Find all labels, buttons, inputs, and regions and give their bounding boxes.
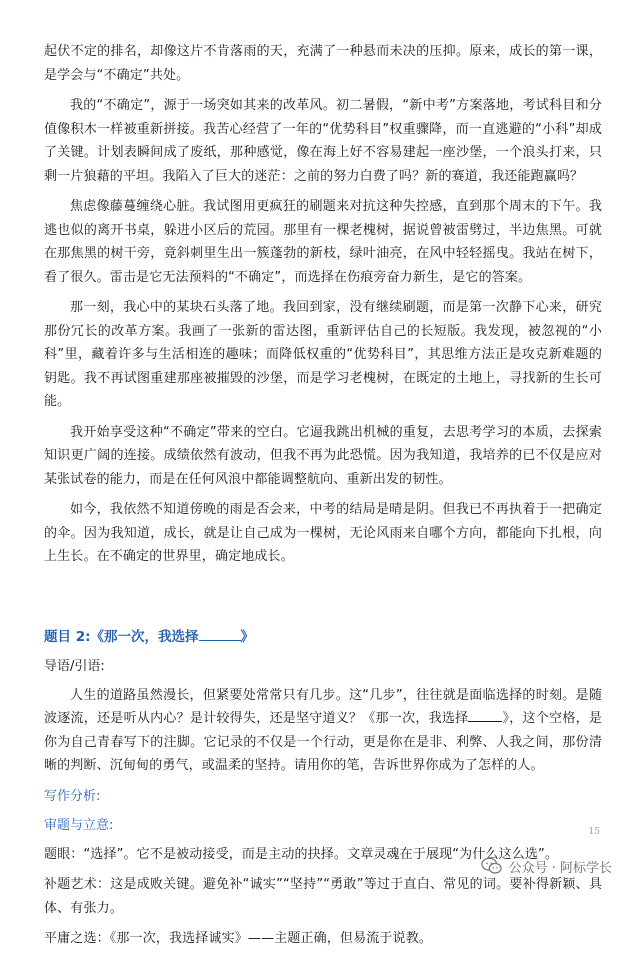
intro-paragraph bbox=[44, 684, 602, 778]
paragraph-1: 起伏不定的排名，却像这片不肯落雨的天，充满了一种悬而未决的压抑。原来，成长的第一课，是学会与“不确定”共处。 bbox=[44, 44, 602, 83]
intro-before: 人生的道路虽然漫长，但紧要处常常只有几步。这“几步”，往往就是面临选择的时刻。是随波逐流，还是听从内心？是计较得失，还是坚守道义？《那一次，我选择 bbox=[44, 687, 602, 726]
wechat-icon bbox=[481, 856, 503, 876]
shenti-label: 审题与立意: bbox=[44, 817, 114, 833]
paragraph-5: 我开始享受这种“不确定”带来的空白。它逼我跳出机械的重复，去思考学习的本质，去探索知识更广阔的连接。成绩依然有波动，但我不再为此恐慌。因为我知道，我培养的已不仅是应对某张试卷的能力，而是在任何风浪中都能调整航向、重新出发的韧性。 bbox=[44, 424, 602, 487]
paragraph-3: 焦虑像藤蔓缠绕心脏。我试图用更疯狂的刷题来对抗这种失控感，直到那个周末的下午。我逃也似的离开书桌，躲进小区后的荒园。那里有一棵老槐树，据说曾被雷劈过，半边焦黑。可就在那焦黑的树干旁，竟斜刺里生出一簇蓬勃的新枝，绿叶油亮，在风中轻轻摇曳。我站在树下，看了很久。雷击是它无法预料的“不确定”，而选择在伤痕旁奋力新生，是它的答案。 bbox=[44, 199, 602, 285]
paragraph-4: 那一刻，我心中的某块石头落了地。我回到家，没有继续刷题，而是第一次静下心来，研究那份冗长的改革方案。我画了一张新的雷达图，重新评估自己的长短版。我发现，被忽视的“小科”里，藏着许多与生活相连的趣味；而降低权重的“优势科目”，其思维方法正是攻克新难题的钥匙。我不再试图重建那座被摧毁的沙堡，而是学习老槐树，在既定的土地上，寻找新的生长可能。 bbox=[44, 300, 602, 409]
intro-label: 导语/引语: bbox=[44, 658, 105, 674]
analysis-label: 写作分析: bbox=[44, 788, 101, 804]
section-title bbox=[44, 625, 602, 649]
title-blank bbox=[199, 626, 241, 641]
paragraph-2: 我的“不确定”，源于一场突如其来的改革风。初二暑假，“新中考”方案落地，考试科目和分值像积木一样被重新拼接。我苦心经营了一年的“优势科目”权重骤降，而一直逃避的“小科”却成了关键。计划表瞬间成了废纸，那种感觉，像在海上好不容易建起一座沙堡，一个浪头打来，只剩一片狼藉的平坦。我陷入了巨大的迷茫：之前的努力白费了吗？新的赛道，我还能跑赢吗？ bbox=[44, 98, 602, 184]
document-page bbox=[44, 40, 602, 958]
section-title-prefix: 题目 2:《那一次，我选择 bbox=[44, 628, 199, 645]
section-title-suffix: 》 bbox=[240, 628, 254, 645]
watermark bbox=[481, 856, 612, 876]
watermark-text: 公众号 · 阿标学长 bbox=[508, 860, 612, 876]
buti-paragraph: 补题艺术：这是成败关键。避免补“诚实”“坚持”“勇敢”等过于直白、常见的词。要补得新颖、具体、有张力。 bbox=[44, 877, 602, 916]
intro-after: 》，这个空格，是你为自己青春写下的注脚。它记录的不仅是一个行动，更是你在是非、利弊、人我之间，那份清晰的判断、沉甸甸的勇气，或温柔的坚持。请用你的笔，告诉世界你成为了怎样的人。 bbox=[44, 711, 602, 773]
pingyong-paragraph: 平庸之选：《那一次，我选择诚实》——主题正确，但易流于说教。 bbox=[44, 931, 433, 946]
paragraph-6: 如今，我依然不知道傍晚的雨是否会来，中考的结局是晴是阴。但我已不再执着于一把确定的伞。因为我知道，成长，就是让自己成为一棵树，无论风雨来自哪个方向，都能向下扎根，向上生长。在不确定的世界里，确定地成长。 bbox=[44, 502, 602, 564]
intro-blank bbox=[468, 708, 502, 722]
page-number: 15 bbox=[588, 827, 600, 837]
tiyan-paragraph: 题眼：“选择”。它不是被动接受，而是主动的抉择。文章灵魂在于展现“为什么这么选”。 bbox=[44, 846, 559, 862]
